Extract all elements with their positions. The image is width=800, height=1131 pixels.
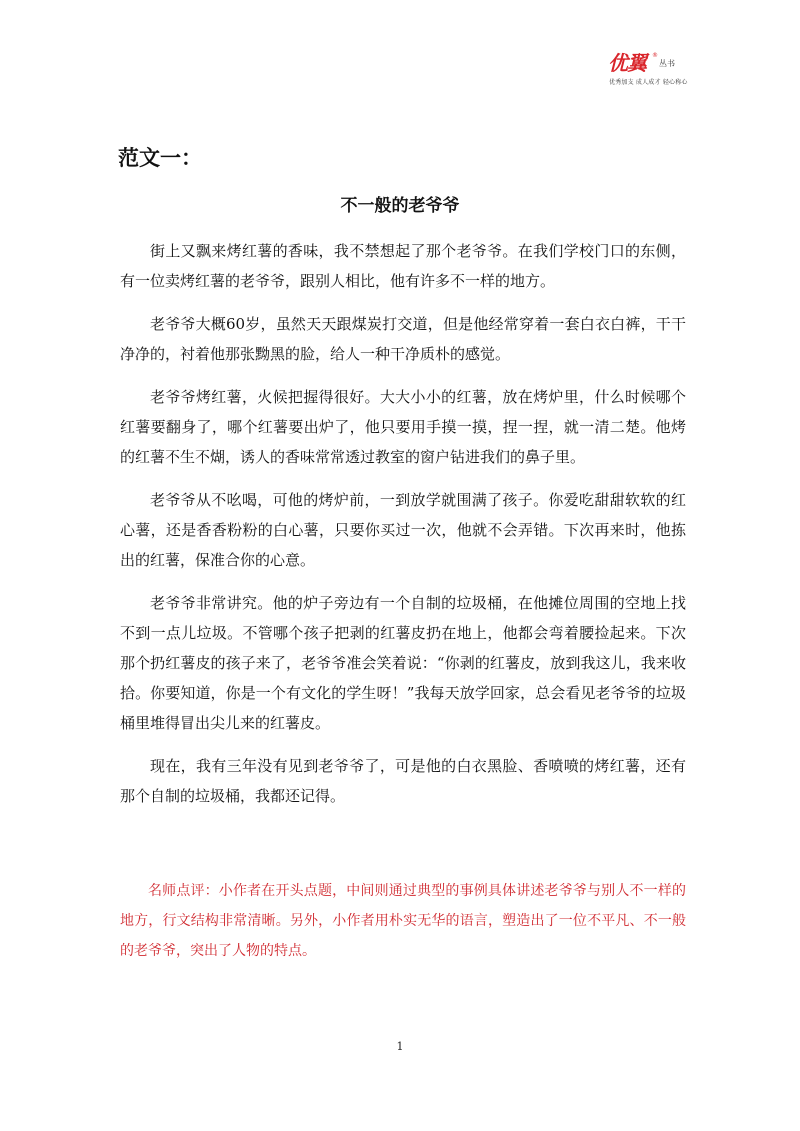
logo-series-label: 丛书 [659, 59, 675, 68]
essay-paragraph: 老爷爷烤红薯，火候把握得很好。大大小小的红薯，放在烤炉里，什么时候哪个红薯要翻身了，哪个红薯要出炉了，他只要用手摸一摸，捏一捏，就一清二楚。他烤的红薯不生不煳，诱人的香味常常透过教室的窗户钻进我们的鼻子里。 [120, 388, 686, 466]
logo-brand-text: 优翼 [608, 51, 646, 75]
essay-paragraph: 现在，我有三年没有见到老爷爷了，可是他的白衣黑脸、香喷喷的烤红薯，还有那个自制的垃圾桶，我都还记得。 [120, 757, 686, 805]
logo-slogan: 优秀加支 成人成才 轻心称心 [609, 79, 688, 86]
essay-title: 不一般的老爷爷 [340, 196, 460, 216]
logo-registered-mark: ® [652, 52, 658, 59]
teacher-comment: 名师点评：小作者在开头点题，中间则通过典型的事例具体讲述老爷爷与别人不一样的地方，行文结构非常清晰。另外，小作者用朴实无华的语言，塑造出了一位不平凡、不一般的老爷爷，突出了人物的特点。 [120, 883, 686, 959]
essay-paragraph: 老爷爷大概60岁，虽然天天跟煤炭打交道，但是他经常穿着一套白衣白裤，干干净净的，衬着他那张黝黑的脸，给人一种干净质朴的感觉。 [120, 315, 686, 363]
section-heading: 范文一： [118, 146, 202, 170]
essay-paragraph: 老爷爷非常讲究。他的炉子旁边有一个自制的垃圾桶，在他摊位周围的空地上找不到一点儿垃圾。不管哪个孩子把剥的红薯皮扔在地上，他都会弯着腰捡起来。下次那个扔红薯皮的孩子来了，老爷爷准会笑着说：“你剥的红薯皮，放到我这儿，我来收拾。你要知道，你是一个有文化的学生呀！”我每天放学回家，总会看见老爷爷的垃圾桶里堆得冒出尖儿来的红薯皮。 [120, 594, 686, 732]
essay-paragraph: 老爷爷从不吆喝，可他的烤炉前，一到放学就围满了孩子。你爱吃甜甜软软的红心薯，还是香香粉粉的白心薯，只要你买过一次，他就不会弄错。下次再来时，他拣出的红薯，保准合你的心意。 [120, 491, 686, 569]
publisher-logo [608, 52, 698, 92]
page-number: 1 [396, 1040, 404, 1053]
essay-body [120, 236, 686, 824]
essay-paragraph: 街上又飘来烤红薯的香味，我不禁想起了那个老爷爷。在我们学校门口的东侧，有一位卖烤红薯的老爷爷，跟别人相比，他有许多不一样的地方。 [120, 242, 686, 290]
